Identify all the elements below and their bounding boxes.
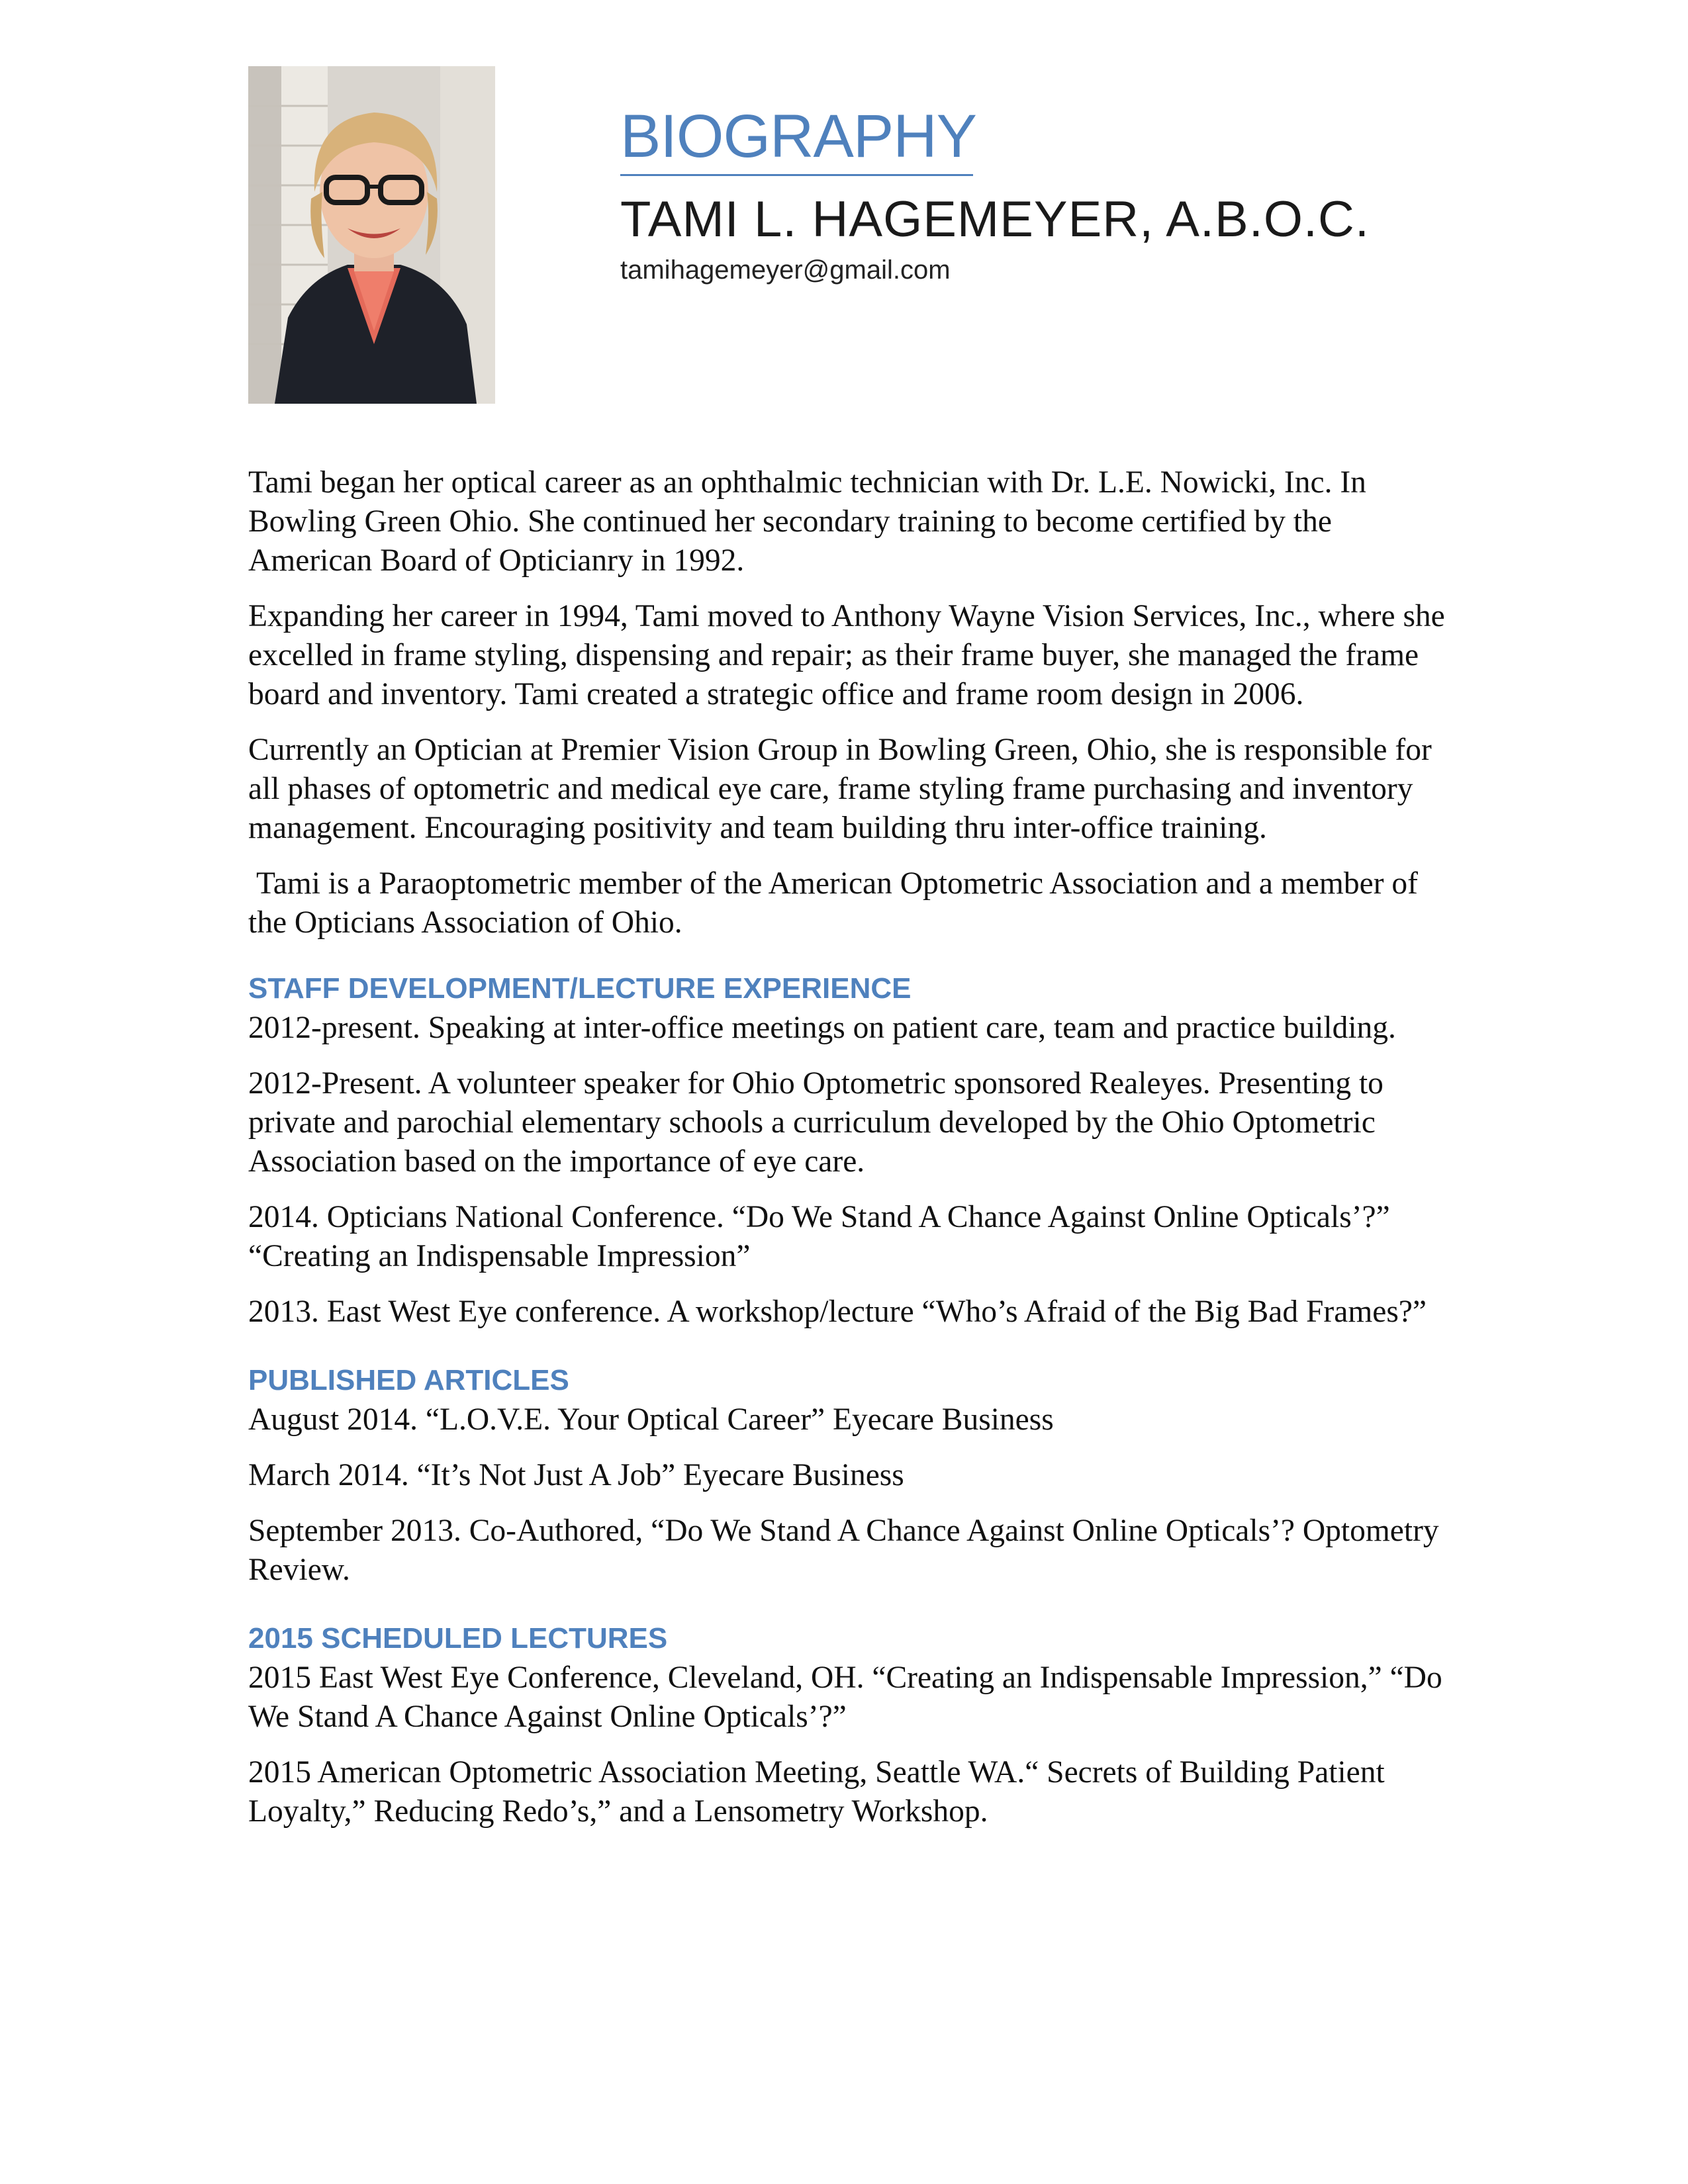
- bio-paragraph: Expanding her career in 1994, Tami moved to Anthony Wayne Vision Services, Inc., where she excelled in frame styling, dispensing and repair; as their frame buyer, she managed the frame board and inventory. Tami created a strategic office and frame room design in 2006.: [248, 599, 1445, 711]
- section-heading-staff-development: STAFF DEVELOPMENT/LECTURE EXPERIENCE: [248, 972, 912, 1005]
- document-body: [248, 463, 1453, 1848]
- heading-underline: [620, 174, 973, 176]
- list-item: 2015 East West Eye Conference, Cleveland, OH. “Creating an Indispensable Impression,” “Do We Stand A Chance Against Online Opticals’?”: [248, 1661, 1442, 1734]
- section-heading-scheduled-lectures: 2015 SCHEDULED LECTURES: [248, 1622, 668, 1655]
- portrait-photo: [248, 66, 495, 404]
- list-item: August 2014. “L.O.V.E. Your Optical Career” Eyecare Business: [248, 1402, 1054, 1437]
- contact-email: tamihagemeyer@gmail.com: [620, 255, 951, 285]
- list-item: March 2014. “It’s Not Just A Job” Eyecare Business: [248, 1458, 904, 1492]
- list-item: September 2013. Co-Authored, “Do We Stand A Chance Against Online Opticals’? Optometry Review.: [248, 1514, 1439, 1587]
- list-item: 2015 American Optometric Association Meeting, Seattle WA.“ Secrets of Building Patient Loyalty,” Reducing Redo’s,” and a Lensometry Workshop.: [248, 1755, 1385, 1829]
- list-item: 2013. East West Eye conference. A workshop/lecture “Who’s Afraid of the Big Bad Frames?”: [248, 1295, 1427, 1329]
- list-item: 2012-present. Speaking at inter-office meetings on patient care, team and practice building.: [248, 1011, 1396, 1045]
- bio-paragraph: Tami is a Paraoptometric member of the American Optometric Association and a member of the Opticians Association of Ohio.: [248, 866, 1418, 940]
- list-item: 2012-Present. A volunteer speaker for Ohio Optometric sponsored Realeyes. Presenting to private and parochial elementary schools a curriculum developed by the Ohio Optometric Association based on the importance of eye care.: [248, 1066, 1383, 1179]
- document-heading: BIOGRAPHY: [620, 103, 977, 170]
- bio-paragraph: Currently an Optician at Premier Vision Group in Bowling Green, Ohio, she is responsible for all phases of optometric and medical eye care, frame styling frame purchasing and inventory management. Encouraging positivity and team building thru inter-office training.: [248, 733, 1432, 845]
- list-item: 2014. Opticians National Conference. “Do We Stand A Chance Against Online Opticals’?” “Creating an Indispensable Impression”: [248, 1200, 1390, 1273]
- section-heading-published-articles: PUBLISHED ARTICLES: [248, 1364, 569, 1396]
- person-name: TAMI L. HAGEMEYER, A.B.O.C.: [620, 191, 1370, 248]
- bio-paragraph: Tami began her optical career as an ophthalmic technician with Dr. L.E. Nowicki, Inc. In Bowling Green Ohio. She continued her secondary training to become certified by the American Board of Opticianry in 1992.: [248, 465, 1366, 578]
